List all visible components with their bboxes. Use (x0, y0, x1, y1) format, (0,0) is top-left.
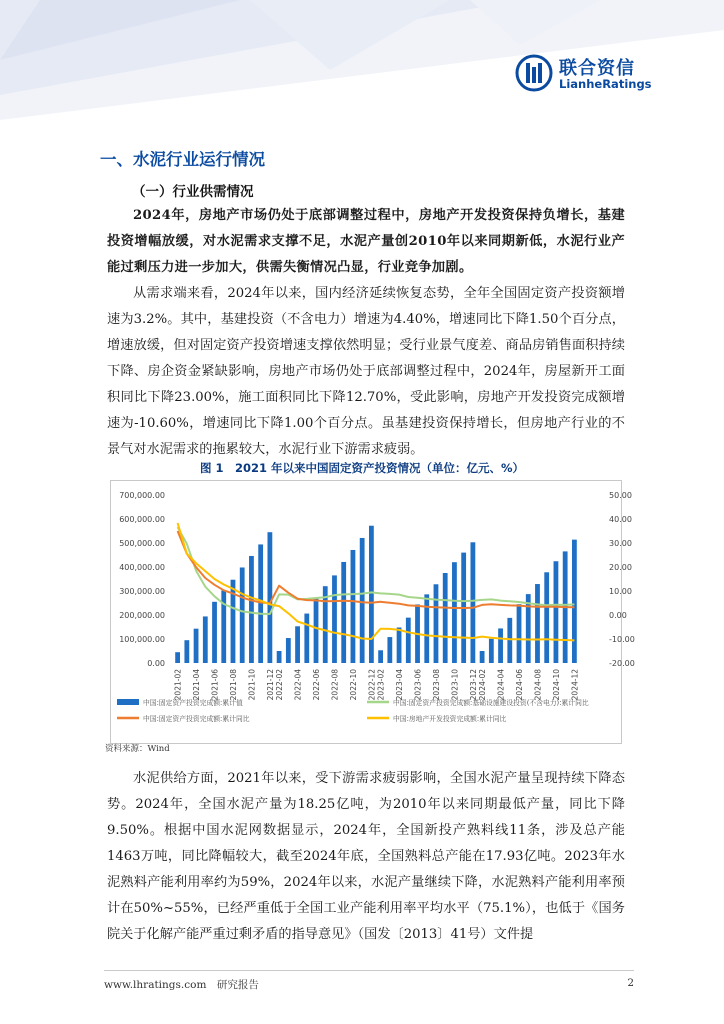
x-tick-label: 2024-04 (496, 669, 506, 701)
bar (526, 594, 531, 663)
section-title: 一、水泥行业运行情况 (100, 150, 265, 169)
bar (406, 618, 411, 663)
investment-chart (110, 480, 635, 744)
bar (314, 598, 319, 663)
y-right-tick-label: -20.00 (609, 659, 635, 668)
x-tick-label: 2023-06 (413, 669, 423, 701)
bar (554, 561, 559, 663)
legend-label: 中国:固定资产投资完成额:基础设施建设投资(不含电力):累计同比 (393, 699, 589, 707)
x-tick-label: 2023-04 (395, 669, 405, 701)
legend-label: 中国:固定资产投资完成额:累计同比 (143, 715, 250, 723)
bar (351, 550, 356, 663)
bar (517, 604, 522, 663)
x-tick-label: 2024-12 (570, 669, 580, 701)
x-tick-label: 2022-04 (293, 669, 303, 701)
legend-swatch (117, 699, 139, 705)
x-tick-label: 2021-04 (192, 669, 202, 701)
bar (572, 540, 577, 663)
y-left-tick-label: 400,000.00 (119, 563, 165, 572)
footer-site: www.lhratings.com 研究报告 (104, 979, 259, 991)
x-tick-label: 2024-10 (551, 669, 561, 701)
footer-divider (104, 970, 634, 971)
y-left-tick-label: 0.00 (147, 659, 165, 668)
y-right-tick-label: 10.00 (609, 587, 632, 596)
bar (212, 602, 217, 663)
bar (480, 651, 485, 663)
bar (332, 575, 337, 663)
paragraph-demand: 从需求端来看，2024年以来，国内经济延续恢复态势，全年全国固定资产投资额增速为3.2%。其中，基建投资（不含电力）增速为4.40%，增速同比下降1.50个百分点，增速放缓，但对固定资产投资增速支撑依然明显；受行业景气度差、商品房销售面积持续下降、房企资金紧缺影响，房地产市场仍处于底部调整过程中，2024年，房屋新开工面积同比下降23.00%，施工面积同比下降12.70%，受此影响，房地产开发投资完成额增速为-10.60%，增速同比下降1.00个百分点。虽基建投资保持增长，但房地产行业的不景气对水泥需求的拖累较大，水泥行业下游需求疲弱。 (107, 286, 625, 457)
x-tick-label: 2022-10 (348, 669, 358, 701)
x-tick-label: 2022-08 (330, 669, 340, 701)
page-number: 2 (627, 977, 634, 989)
bar (498, 628, 503, 663)
x-tick-label: 2022-06 (312, 669, 322, 701)
y-right-tick-label: -10.00 (609, 635, 635, 644)
x-tick-label: 2021-10 (247, 669, 257, 701)
y-left-tick-label: 100,000.00 (119, 635, 165, 644)
company-logo (515, 52, 655, 96)
series-line-1 (178, 527, 575, 614)
paragraph-supply: 水泥供给方面，2021年以来，受下游需求疲弱影响，全国水泥产量呈现持续下降态势。2024年，全国水泥产量为18.25亿吨，为2010年以来同期最低产量，同比下降9.50%。根据中国水泥网数据显示，2024年，全国新投产熟料线11条，涉及总产能1463万吨，同比降幅较大，截至2024年底，全国熟料总产能在17.93亿吨。2023年水泥熟料产能利用率约为59%，2024年以来，水泥产量继续下降，水泥熟料产能利用率预计在50%~55%，已经严重低于全国工业产能利用率平均水平（75.1%），也低于《国务院关于化解产能严重过剩矛盾的指导意见》（国发〔2013〕41号）文件提 (107, 771, 625, 942)
x-tick-label: 2021-06 (210, 669, 220, 701)
x-tick-label: 2023-08 (431, 669, 441, 701)
bar (203, 616, 208, 663)
x-tick-label: 2023-12 (468, 669, 478, 701)
bar (295, 626, 300, 663)
bar (175, 652, 180, 663)
y-left-tick-label: 700,000.00 (119, 491, 165, 500)
bar (378, 650, 383, 663)
y-left-tick-label: 200,000.00 (119, 611, 165, 620)
bar (258, 544, 263, 663)
x-tick-label: 2021-02 (173, 669, 183, 701)
y-right-tick-label: 30.00 (609, 539, 632, 548)
x-tick-label: 2024-08 (533, 669, 543, 701)
x-tick-label: 2024-06 (515, 669, 525, 701)
bar (507, 618, 512, 663)
bar (443, 573, 448, 663)
logo-chinese-name: 联合资信 (559, 58, 635, 79)
bar (434, 584, 439, 663)
bar (489, 639, 494, 663)
x-tick-label: 2023-10 (450, 669, 460, 701)
bar (184, 640, 189, 663)
y-left-tick-label: 500,000.00 (119, 539, 165, 548)
bar (470, 542, 475, 663)
bar (240, 567, 245, 663)
legend-label: 中国:房地产开发投资完成额:累计同比 (393, 715, 507, 723)
x-tick-label: 2021-08 (228, 669, 238, 701)
bar (387, 637, 392, 663)
bar (277, 651, 282, 663)
bar (369, 526, 374, 663)
bar (535, 584, 540, 663)
y-left-tick-label: 300,000.00 (119, 587, 165, 596)
y-left-tick-label: 600,000.00 (119, 515, 165, 524)
chart-svg (111, 481, 635, 743)
y-right-tick-label: 0.00 (609, 611, 627, 620)
bar (267, 532, 272, 663)
bar (397, 627, 402, 663)
x-tick-label: 2024-02 (478, 669, 488, 701)
x-tick-label: 2022-12 (367, 669, 377, 701)
logo-english-name: LianheRatings (559, 77, 652, 91)
y-right-tick-label: 20.00 (609, 563, 632, 572)
bar (286, 638, 291, 663)
bar (424, 594, 429, 663)
series-line-3 (178, 523, 575, 640)
section-subtitle: （一）行业供需情况 (132, 184, 254, 200)
figure-source: 资料来源：Wind (105, 744, 170, 754)
bar (544, 572, 549, 663)
paragraph-summary: 2024年，房地产市场仍处于底部调整过程中，房地产开发投资保持负增长，基建投资增幅放缓，对水泥需求支撑不足，水泥产量创2010年以来同期新低，水泥行业产能过剩压力进一步加大，供需失衡情况凸显，行业竞争加剧。 (107, 208, 625, 275)
y-right-tick-label: 40.00 (609, 515, 632, 524)
bar (249, 556, 254, 663)
bar (194, 629, 199, 663)
bar (360, 538, 365, 663)
x-tick-label: 2023-02 (376, 669, 386, 701)
legend-label: 中国:固定资产投资完成额:累计值 (143, 699, 243, 707)
bar (452, 562, 457, 663)
bar (304, 614, 309, 663)
series-line-2 (178, 531, 575, 608)
x-tick-label: 2022-02 (275, 669, 285, 701)
x-tick-label: 2021-12 (265, 669, 275, 701)
y-right-tick-label: 50.00 (609, 491, 632, 500)
figure-title: 图 1 2021 年以来中国固定资产投资情况（单位：亿元、%） (199, 461, 525, 475)
logo-mark-icon (515, 54, 553, 92)
bar (341, 562, 346, 663)
